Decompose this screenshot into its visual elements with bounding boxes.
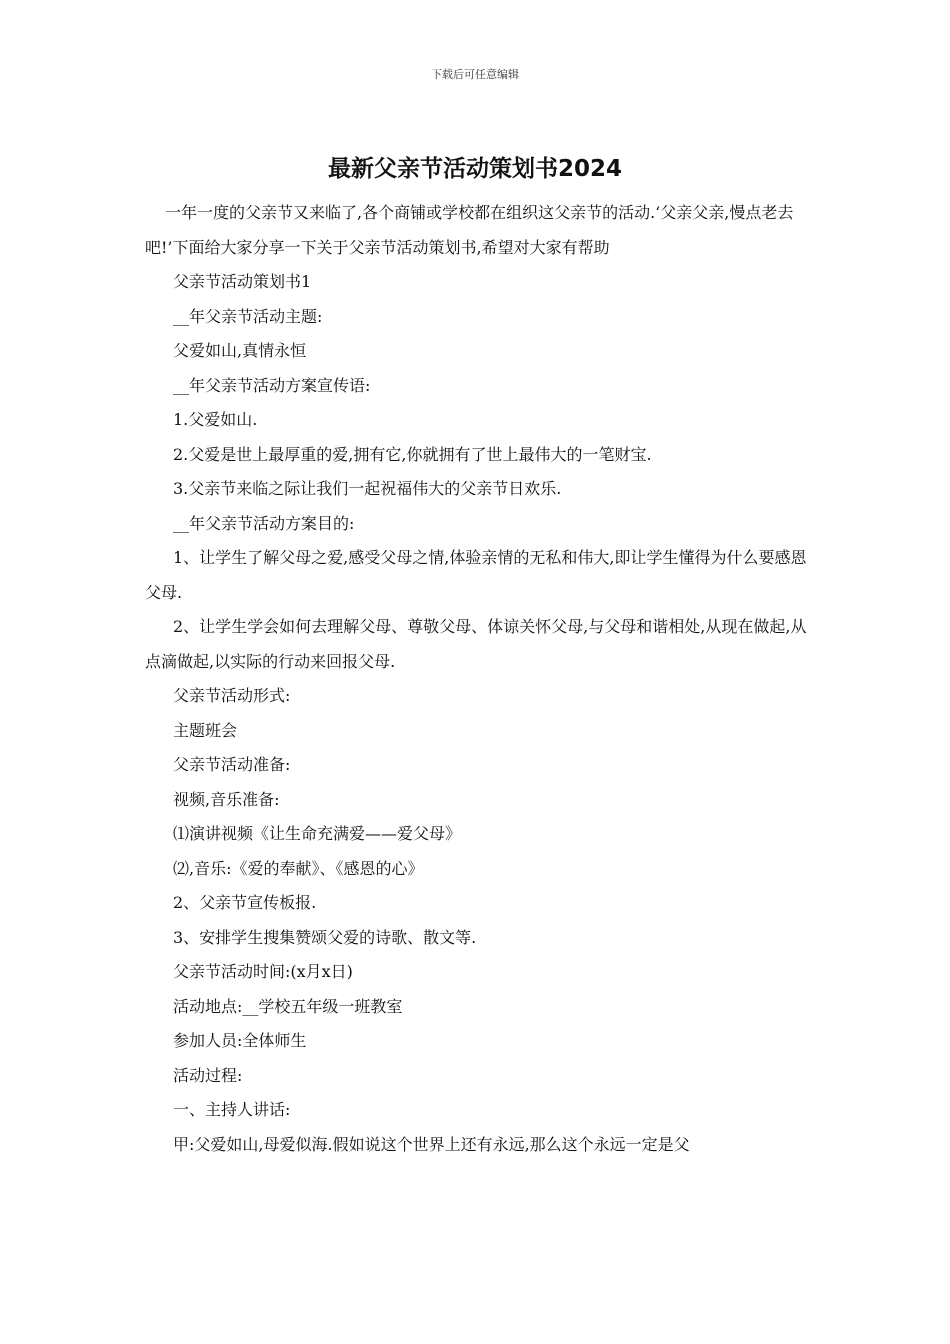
- media-item-1: ⑴演讲视频《让生命充满爱——爱父母》: [173, 824, 462, 843]
- intro-paragraph: 一年一度的父亲节又来临了,各个商铺或学校都在组织这父亲节的活动.‘父亲父亲,慢点老去吧!’下面给大家分享一下关于父亲节活动策划书,希望对大家有帮助: [145, 203, 794, 257]
- form-label: 父亲节活动形式:: [173, 686, 291, 705]
- preparation-item-3: 3、安排学生搜集赞颂父爱的诗歌、散文等.: [173, 927, 477, 947]
- preparation-label: 父亲节活动准备:: [173, 755, 291, 774]
- header-note: 下载后可任意编辑: [431, 68, 519, 81]
- slogan-item-1: 1.父爱如山.: [173, 410, 258, 429]
- purpose-item-1: 1、让学生了解父母之爱,感受父母之情,体验亲情的无私和伟大,即让学生懂得为什么要感恩父母.: [145, 548, 807, 602]
- purpose-item-2: 2、让学生学会如何去理解父母、尊敬父母、体谅关怀父母,与父母和谐相处,从现在做起,从点滴做起,以实际的行动来回报父母.: [145, 617, 807, 671]
- theme-label: __年父亲节活动主题:: [173, 306, 323, 326]
- preparation-item-2: 2、父亲节宣传板报.: [173, 893, 317, 912]
- section-heading-plan-1: 父亲节活动策划书1: [173, 272, 312, 291]
- document-body: [145, 196, 813, 1162]
- time-line: 父亲节活动时间:(x月x日): [173, 962, 353, 981]
- document-title: 最新父亲节活动策划书2024: [327, 156, 622, 182]
- form-text: 主题班会: [173, 720, 238, 740]
- media-item-2: ⑵,音乐:《爱的奉献》、《感恩的心》: [173, 858, 424, 878]
- host-speech-line-1: 甲:父爱如山,母爱似海.假如说这个世界上还有永远,那么这个永远一定是父: [173, 1134, 690, 1154]
- purpose-label: __年父亲节活动方案目的:: [173, 513, 355, 533]
- slogan-item-3: 3.父亲节来临之际让我们一起祝福伟大的父亲节日欢乐.: [173, 479, 562, 498]
- theme-text: 父爱如山,真情永恒: [173, 341, 307, 360]
- media-preparation-label: 视频,音乐准备:: [173, 789, 280, 809]
- location-line: 活动地点:__学校五年级一班教室: [173, 996, 403, 1016]
- host-speech-heading: 一、主持人讲话:: [173, 1100, 291, 1119]
- slogan-item-2: 2.父爱是世上最厚重的爱,拥有它,你就拥有了世上最伟大的一笔财宝.: [173, 444, 652, 464]
- process-label: 活动过程:: [173, 1065, 243, 1085]
- participants-line: 参加人员:全体师生: [173, 1031, 307, 1050]
- slogan-label: __年父亲节活动方案宣传语:: [173, 375, 371, 395]
